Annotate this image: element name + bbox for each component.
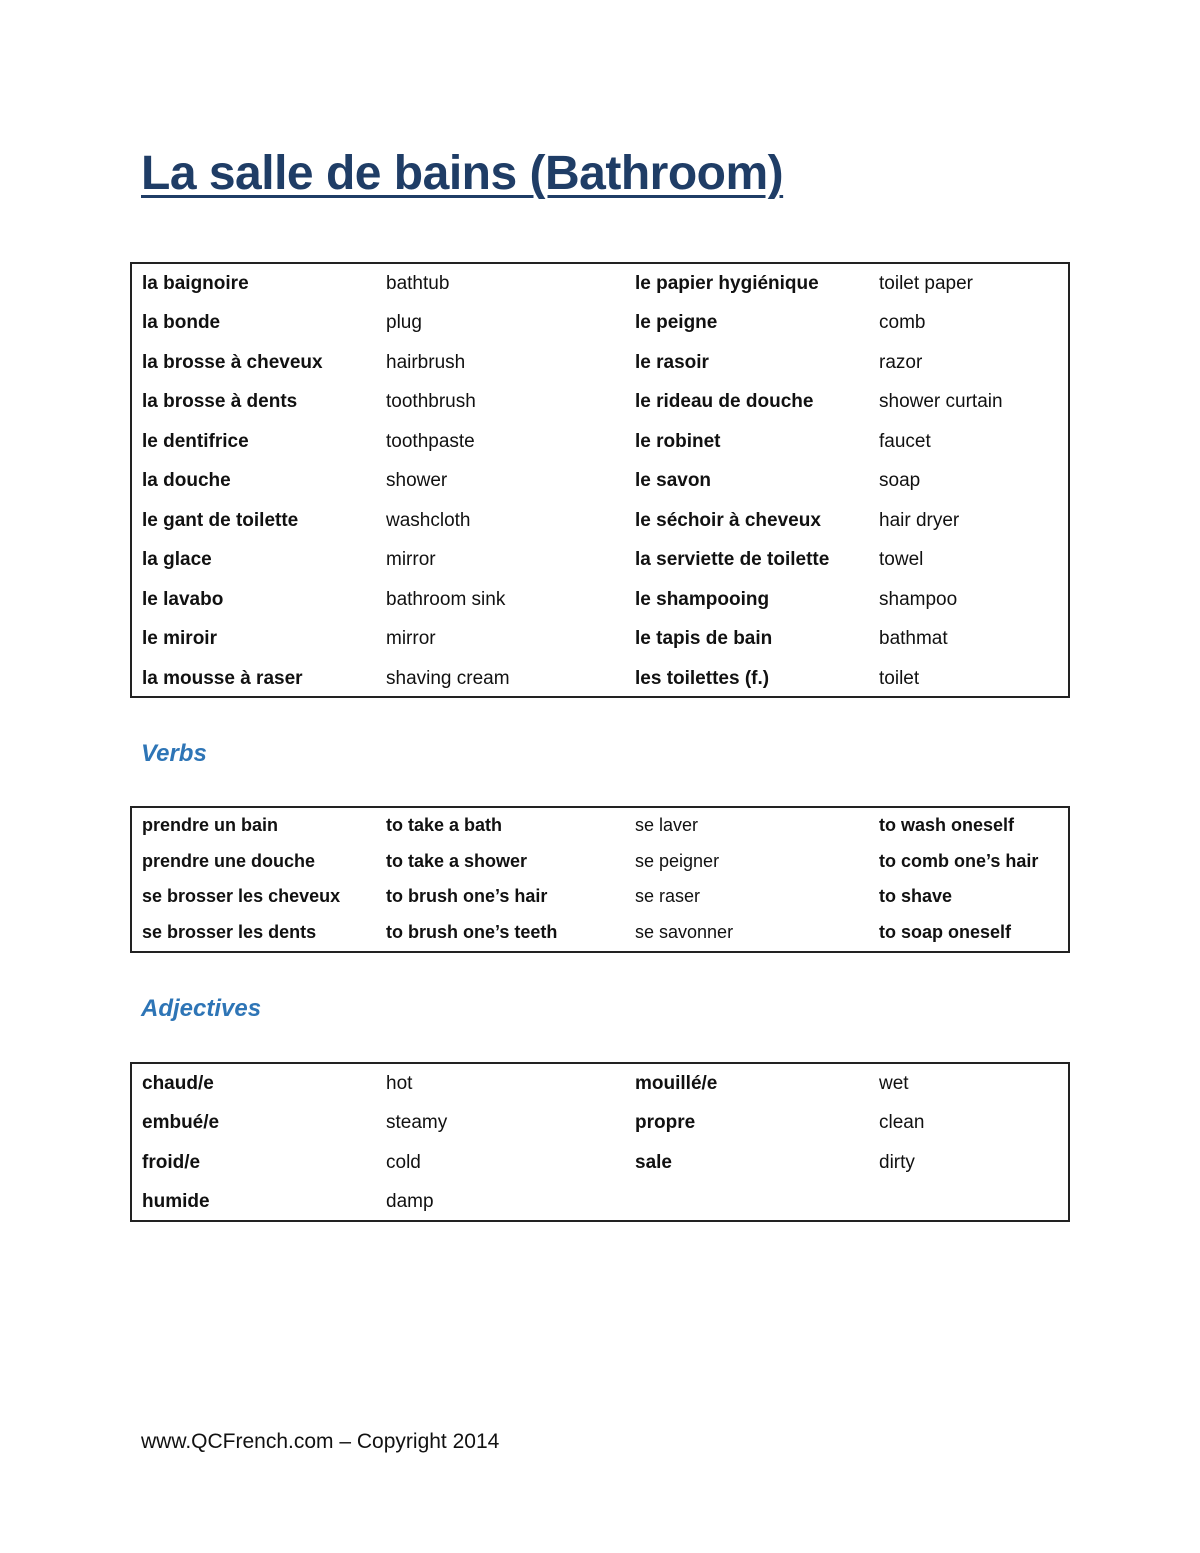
french-term: se savonner bbox=[635, 922, 734, 943]
table-row bbox=[132, 304, 1068, 344]
french-term: la glace bbox=[142, 549, 212, 571]
english-translation: shower bbox=[386, 470, 448, 492]
english-translation: bathtub bbox=[386, 272, 450, 294]
table-row bbox=[132, 879, 1068, 915]
english-translation: comb bbox=[879, 312, 926, 334]
table-row bbox=[132, 659, 1068, 699]
english-translation: hair dryer bbox=[879, 509, 960, 531]
table-row bbox=[132, 915, 1068, 951]
english-translation: soap bbox=[879, 470, 921, 492]
nouns-table bbox=[130, 262, 1070, 698]
table-row bbox=[132, 620, 1068, 660]
french-term: sale bbox=[635, 1151, 672, 1173]
english-translation: toothbrush bbox=[386, 391, 476, 413]
table-row bbox=[132, 343, 1068, 383]
french-term: le dentifrice bbox=[142, 430, 249, 452]
french-term: embué/e bbox=[142, 1112, 220, 1134]
english-translation: mirror bbox=[386, 628, 436, 650]
french-term: se peigner bbox=[635, 850, 720, 871]
french-term: le rasoir bbox=[635, 351, 709, 373]
english-translation: hot bbox=[386, 1072, 413, 1094]
english-translation: toilet bbox=[879, 667, 920, 689]
english-translation: cold bbox=[386, 1151, 421, 1173]
english-translation: damp bbox=[386, 1191, 434, 1213]
adjectives-table bbox=[130, 1062, 1070, 1222]
english-translation: toothpaste bbox=[386, 430, 475, 452]
french-term: le robinet bbox=[635, 430, 721, 452]
verbs-table bbox=[130, 806, 1070, 953]
french-term: se brosser les cheveux bbox=[142, 886, 341, 907]
french-term: se brosser les dents bbox=[142, 922, 317, 943]
english-translation: to soap oneself bbox=[879, 922, 1012, 943]
french-term: le miroir bbox=[142, 628, 217, 650]
table-row bbox=[132, 541, 1068, 581]
english-translation: clean bbox=[879, 1112, 925, 1134]
adjectives-heading: Adjectives bbox=[141, 995, 262, 1022]
french-term: la brosse à cheveux bbox=[142, 351, 323, 373]
english-translation: shower curtain bbox=[879, 391, 1003, 413]
french-term: le gant de toilette bbox=[142, 509, 299, 531]
english-translation: hairbrush bbox=[386, 351, 466, 373]
french-term: se laver bbox=[635, 815, 699, 836]
french-term: le tapis de bain bbox=[635, 628, 773, 650]
english-translation: towel bbox=[879, 549, 924, 571]
table-row bbox=[132, 264, 1068, 304]
english-translation: to wash oneself bbox=[879, 815, 1015, 836]
verbs-heading: Verbs bbox=[141, 740, 207, 767]
english-translation: mirror bbox=[386, 549, 436, 571]
english-translation: razor bbox=[879, 351, 923, 373]
french-term: prendre une douche bbox=[142, 850, 316, 871]
table-row bbox=[132, 808, 1068, 844]
footer-copyright: www.QCFrench.com – Copyright 2014 bbox=[141, 1430, 500, 1453]
french-term: les toilettes (f.) bbox=[635, 667, 770, 689]
french-term: chaud/e bbox=[142, 1072, 214, 1094]
table-row bbox=[132, 1183, 1068, 1223]
page-title: La salle de bains (Bathroom) bbox=[141, 147, 784, 200]
french-term bbox=[625, 1183, 869, 1223]
english-translation: bathmat bbox=[879, 628, 948, 650]
english-translation: to take a shower bbox=[386, 850, 528, 871]
french-term: la mousse à raser bbox=[142, 667, 303, 689]
english-translation: faucet bbox=[879, 430, 931, 452]
english-translation bbox=[869, 1183, 1068, 1223]
french-term: la bonde bbox=[142, 312, 221, 334]
french-term: se raser bbox=[635, 886, 701, 907]
french-term: humide bbox=[142, 1191, 210, 1213]
french-term: la serviette de toilette bbox=[635, 549, 830, 571]
english-translation: steamy bbox=[386, 1112, 448, 1134]
english-translation: to shave bbox=[879, 886, 953, 907]
french-term: la baignoire bbox=[142, 272, 249, 294]
english-translation: to take a bath bbox=[386, 815, 503, 836]
english-translation: to comb one’s hair bbox=[879, 850, 1039, 871]
english-translation: toilet paper bbox=[879, 272, 974, 294]
table-row bbox=[132, 1104, 1068, 1144]
french-term: froid/e bbox=[142, 1151, 201, 1173]
table-row bbox=[132, 501, 1068, 541]
french-term: la brosse à dents bbox=[142, 391, 298, 413]
french-term: le savon bbox=[635, 470, 712, 492]
english-translation: plug bbox=[386, 312, 422, 334]
french-term: le lavabo bbox=[142, 588, 224, 610]
english-translation: washcloth bbox=[386, 509, 471, 531]
french-term: prendre un bain bbox=[142, 815, 279, 836]
table-row bbox=[132, 844, 1068, 880]
table-row bbox=[132, 580, 1068, 620]
french-term: mouillé/e bbox=[635, 1072, 718, 1094]
table-row bbox=[132, 462, 1068, 502]
english-translation: shampoo bbox=[879, 588, 958, 610]
table-row bbox=[132, 383, 1068, 423]
french-term: le rideau de douche bbox=[635, 391, 814, 413]
french-term: le séchoir à cheveux bbox=[635, 509, 821, 531]
french-term: la douche bbox=[142, 470, 231, 492]
french-term: le shampooing bbox=[635, 588, 770, 610]
french-term: le papier hygiénique bbox=[635, 272, 819, 294]
french-term: le peigne bbox=[635, 312, 718, 334]
english-translation: wet bbox=[879, 1072, 909, 1094]
table-row bbox=[132, 1064, 1068, 1104]
english-translation: dirty bbox=[879, 1151, 915, 1173]
table-row bbox=[132, 422, 1068, 462]
english-translation: bathroom sink bbox=[386, 588, 506, 610]
english-translation: to brush one’s hair bbox=[386, 886, 548, 907]
table-row bbox=[132, 1143, 1068, 1183]
english-translation: to brush one’s teeth bbox=[386, 922, 558, 943]
french-term: propre bbox=[635, 1112, 696, 1134]
english-translation: shaving cream bbox=[386, 667, 510, 689]
